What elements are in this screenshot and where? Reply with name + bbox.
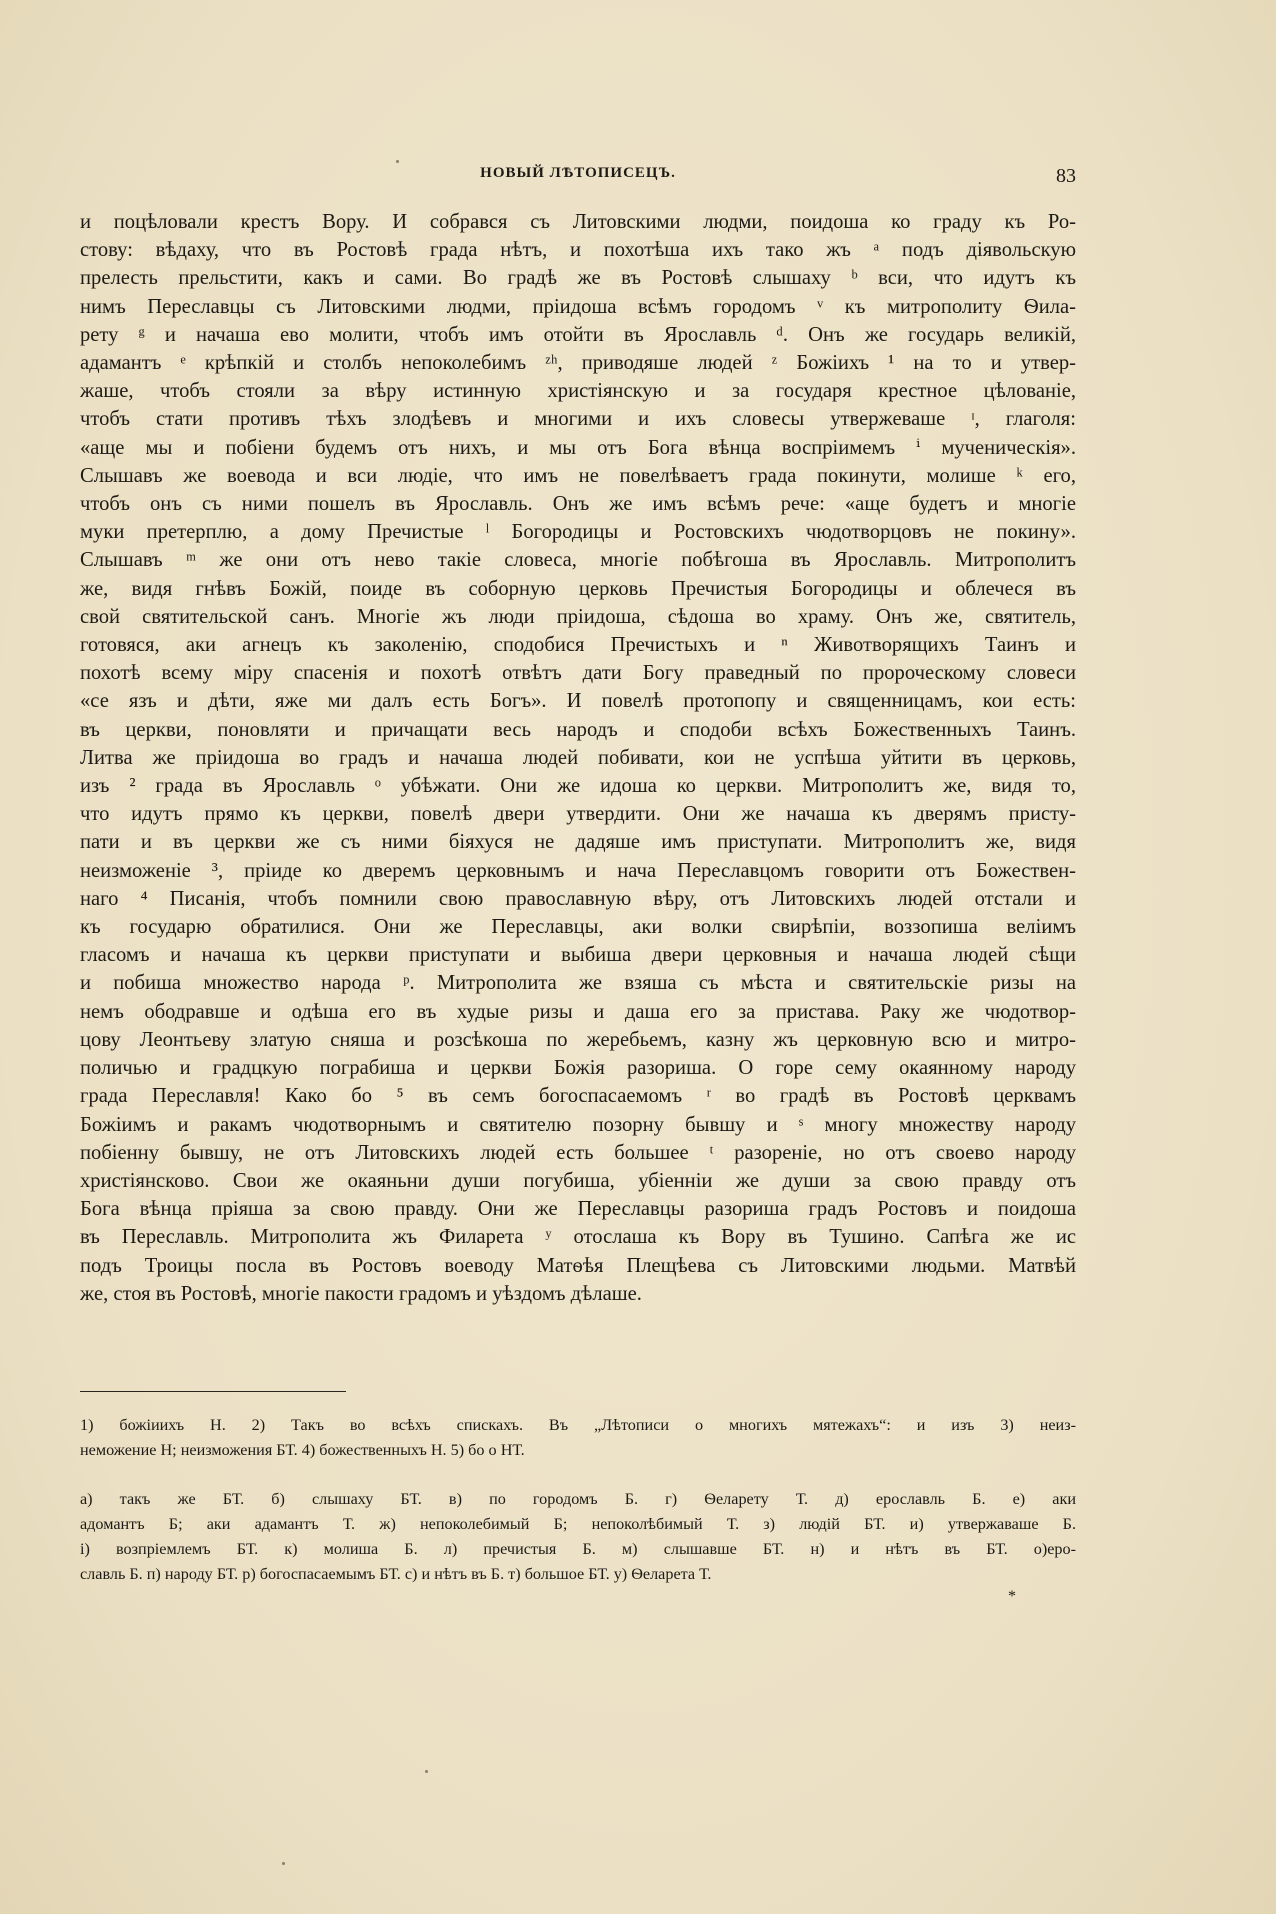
variant-note-line: а) такъ же БТ. б) слышаху БТ. в) по городомъ Б. г) Ѳеларету Т. д) ерославль Б. е) аки <box>80 1490 1076 1508</box>
text-line: жаше, чтобъ стояли за вѣру истинную христіянскую и за государя крестное цѣлованіе, <box>80 380 1076 403</box>
text-line: Слышавъ ᵐ же они отъ нево такіе словеса, многіе побѣгоша въ Ярославль. Митрополитъ <box>80 549 1076 572</box>
text-line: готовяся, аки агнецъ къ заколенію, сподобися Пречистыхъ и ⁿ Животворящихъ Таинъ и <box>80 634 1076 657</box>
text-line: наго ⁴ Писанія, чтобъ помнили свою православную вѣру, отъ Литовскихъ людей отстали и <box>80 887 1076 910</box>
text-line: «аще мы и побіени будемъ отъ нихъ, и мы отъ Бога вѣнца воспріимемъ ⁱ мученическія». <box>80 436 1076 459</box>
lettered-variant-notes <box>80 1487 1076 1587</box>
text-line: муки претерплю, а дому Пречистые ˡ Богородицы и Ростовскихъ чюдотворцовъ не покину». <box>80 521 1076 544</box>
text-line: нимъ Переславцы съ Литовскими людми, пріидоша всѣмъ городомъ ᵛ къ митрополиту Ѳила- <box>80 295 1076 318</box>
text-line: Бога вѣнца пріяша за свою правду. Они же Переславцы разориша градъ Ростовъ и поидоша <box>80 1198 1076 1221</box>
variant-note-line: і) возпріемлемъ БТ. к) молиша Б. л) пречистыя Б. м) слышавше БТ. н) и нѣтъ въ БТ. о)еро- <box>80 1540 1076 1558</box>
text-line: «се язъ и дѣти, яже ми далъ есть Богъ». И повелѣ протопопу и священницамъ, кои есть: <box>80 690 1076 713</box>
variant-note-line: адомантъ Б; аки адамантъ Т. ж) непоколебимый Б; непоколѣбимый Т. з) людій БТ. и) утвержаваше Б. <box>80 1515 1076 1533</box>
text-line: къ государю обратилися. Они же Переславцы, аки волки свирѣпіи, воззопиша веліимъ <box>80 916 1076 939</box>
paper-speck <box>396 160 399 163</box>
page-header <box>80 165 1076 195</box>
text-line: прелесть прельстити, какъ и сами. Во градѣ же въ Ростовѣ слышаху ᵇ вси, что идутъ къ <box>80 267 1076 290</box>
footnote-separator <box>80 1391 346 1392</box>
text-line: Литва же пріидоша во градъ и начаша людей побивати, кои не успѣша уйтити въ церковь, <box>80 746 1076 769</box>
variant-note-line: славль Б. п) народу БТ. р) богоспасаемымъ БТ. с) и нѣтъ въ Б. т) большое БТ. у) Ѳеларета Т. <box>80 1565 712 1583</box>
numbered-footnotes <box>80 1413 1076 1463</box>
text-line: въ Переславль. Митрополита жъ Филарета ʸ отослаша къ Вору въ Тушино. Сапѣга же ис <box>80 1226 1076 1249</box>
footnote-line: неможение Н; неизможения БТ. 4) божественныхъ Н. 5) бо о НТ. <box>80 1441 525 1459</box>
paper-speck <box>425 1770 428 1773</box>
text-line: цову Леонтьеву златую сняша и розсѣкоша по жеребьемъ, казну жъ церковную всю и митро- <box>80 1028 1076 1051</box>
footnotes <box>80 1413 1076 1611</box>
paper-speck <box>282 1862 285 1865</box>
text-line: побіенну бывшу, не отъ Литовскихъ людей есть большее ᵗ разореніе, но отъ своево народу <box>80 1141 1076 1164</box>
text-line: Слышавъ же воевода и вси людіе, что имъ не повелѣваетъ града покинути, молише ᵏ его, <box>80 464 1076 487</box>
text-line: чтобъ стати противъ тѣхъ злодѣевъ и многими и ихъ словесы утвержеваше ᶦ, глаголя: <box>80 408 1076 431</box>
running-title: НОВЫЙ ЛѢТОПИСЕЦЪ. <box>480 165 676 181</box>
text-line: гласомъ и начаша къ церкви приступати и выбиша двери церковныя и начаша людей сѣщи <box>80 944 1076 967</box>
text-line: и побиша множество народа ᵖ. Митрополита же взяша съ мѣста и святительскіе ризы на <box>80 972 1076 995</box>
text-line: града Переславля! Како бо ⁵ въ семъ богоспасаемомъ ʳ во градѣ въ Ростовѣ церквамъ <box>80 1085 1076 1108</box>
text-line: и поцѣловали крестъ Вору. И собрався съ Литовскими людми, поидоша ко граду къ Ро- <box>80 211 1076 233</box>
main-text <box>80 208 1076 1308</box>
text-line: въ церкви, поновляти и причащати весь народъ и сподоби всѣхъ Божественныхъ Таинъ. <box>80 718 1076 741</box>
text-line: чтобъ онъ съ ними пошелъ въ Ярославль. Онъ же имъ всѣмъ рече: «аще будетъ и многіе <box>80 493 1076 516</box>
text-line: изъ ² града въ Ярославль ᵒ убѣжати. Они же идоша ко церкви. Митрополитъ же, видя то, <box>80 775 1076 798</box>
text-line: неизможеніе ³, пріиде ко дверемъ церковнымъ и нача Переславцомъ говорити отъ Божествен- <box>80 859 1076 882</box>
page-number: 83 <box>1056 165 1076 187</box>
text-line: же, видя гнѣвъ Божій, поиде въ соборную церковь Пречистыя Богородицы и облечеся въ <box>80 577 1076 600</box>
text-line: пати и въ церкви же съ ними біяхуся не дадяше имъ приступати. Митрополитъ же, видя <box>80 831 1076 854</box>
text-line: Божіимъ и ракамъ чюдотворнымъ и святителю позорну бывшу и ˢ многу множеству народу <box>80 1113 1076 1136</box>
text-line: стову: вѣдаху, что въ Ростовѣ града нѣтъ, и похотѣша ихъ тако жъ ᵃ подъ діявольскую <box>80 239 1076 262</box>
text-line: христіянсково. Свои же окаяньни души погубиша, убіенніи же души за свою правду отъ <box>80 1169 1076 1192</box>
text-line: поличью и градцкую пограбиша и церкви Божія разориша. О горе сему окаянному народу <box>80 1057 1076 1080</box>
text-line: что идутъ прямо къ церкви, повелѣ двери утвердити. Они же начаша къ дверямъ присту- <box>80 803 1076 826</box>
text-line: немъ ободравше и одѣша его въ худые ризы и даша его за пристава. Раку же чюдотвор- <box>80 1000 1076 1023</box>
footnote-line: 1) божіиихъ Н. 2) Такъ во всѣхъ спискахъ. Въ „Лѣтописи о многихъ мятежахъ“: и изъ 3) неиз- <box>80 1416 1076 1434</box>
text-line: адамантъ ᵉ крѣпкій и столбъ непоколебимъ ᶻʰ, приводяше людей ᶻ Божіихъ ¹ на то и утвер- <box>80 352 1076 375</box>
text-line: свой святительской санъ. Многіе жъ люди пріидоша, сѣдоша во храму. Онъ же, святитель, <box>80 605 1076 628</box>
text-line: подъ Троицы посла въ Ростовъ воеводу Матѳѣя Плещѣева съ Литовскими людьми. Матвѣй <box>80 1254 1076 1277</box>
text-line: похотѣ всему міру спасенія и похотѣ отвѣтъ дати Богу праведный по пророческому словеси <box>80 662 1076 685</box>
text-line: же, стоя въ Ростовѣ, многіе пакости градомъ и уѣздомъ дѣлаше. <box>80 1282 642 1305</box>
text-line: рету ᵍ и начаша ево молити, чтобъ имъ отойти въ Ярославль ᵈ. Онъ же государь великій, <box>80 323 1076 346</box>
signature-mark: * <box>1008 1588 1016 1605</box>
